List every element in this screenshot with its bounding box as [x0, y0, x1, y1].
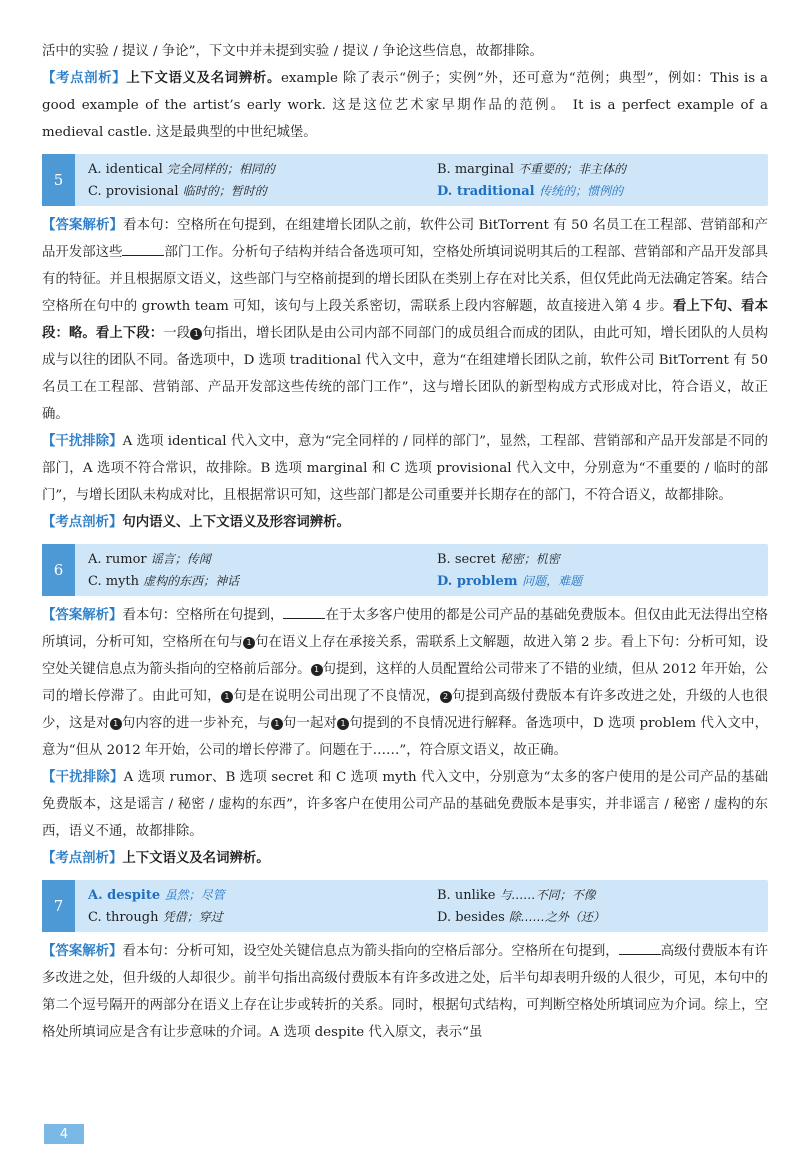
text: 句一起对 — [282, 716, 338, 731]
option-b: B. unlike 与……不同；不像 — [437, 888, 596, 903]
bold-text: 看上下句、看本段：略。看上下段： — [42, 298, 769, 341]
circled-number-icon: 1 — [311, 664, 323, 676]
text: 部门工作。分析句子结构并结合备选项可知，空格处所填词说明其后的工程部、营销部和产品开发部具有的特征。并且根据原文语义，这些部门与空格前提到的增长团队在类别上存在对比关系，但仅凭此尚无法确定答案。结合空格所在句中的 growth team 可知，该句与上段关系密切，需联系上段内容解题，故直接进入第 4 步。 — [42, 245, 769, 314]
option-d-correct: D. problem 问题，难题 — [437, 574, 583, 589]
circled-number-icon: 1 — [221, 691, 233, 703]
distractor-analysis — [42, 428, 768, 509]
option-b: B. marginal 不重要的；非主体的 — [437, 162, 627, 177]
text: 句在语义上存在承接关系，需联系上文解题，故进入第 2 步。 — [255, 635, 621, 650]
text: 句内容的进一步补充，与 — [121, 716, 271, 731]
circled-number-icon: 2 — [440, 691, 452, 703]
option-a: A. rumor 谣言；传闻 — [88, 552, 211, 567]
text: 在于太多客户使用的都是公司产品的基础免费版本。但仅由此无法得出空格所填词，分析可知，空格所在句与 — [42, 608, 769, 650]
text: 句是在说明公司出现了不良情况， — [232, 689, 440, 704]
text: 看上下句：分析可知，设空处关键信息点为箭头指向的空格前后部分。 — [42, 635, 769, 677]
analysis-keypoint — [42, 509, 768, 536]
text: 看本句：空格所在句提到， — [122, 608, 284, 623]
option-c: C. myth 虚构的东西；神话 — [88, 574, 240, 589]
tag-label: 【考点剖析】 — [42, 514, 123, 530]
option-b: B. secret 秘密；机密 — [437, 552, 560, 567]
blank-line — [122, 245, 164, 256]
page-number: 4 — [44, 1124, 84, 1144]
option-d-correct: D. traditional 传统的；惯例的 — [437, 184, 624, 199]
text: 句提到的不良情况进行解释。备选项中，D 选项 problem 代入文中，意为“但从 2012 年开始，公司的增长停滞了。问题在于……”，符合原文语义，故正确。 — [42, 716, 769, 758]
tag-label: 【干扰排除】 — [42, 769, 124, 785]
option-c: C. provisional 临时的；暂时的 — [88, 184, 267, 199]
tag-label: 【答案解析】 — [42, 217, 124, 233]
blank-line — [619, 944, 661, 955]
question-number: 6 — [42, 544, 75, 596]
circled-number-icon: 1 — [190, 328, 202, 340]
page-content — [42, 38, 768, 1046]
text: A 选项 rumor、B 选项 secret 和 C 选项 myth 代入文中，分别意为“太多的客户使用的是公司产品的基础免费版本，这是谣言 / 秘密 / 虚构的东西”，许多客户在使用公司产品的基础免费版本是事实，并非谣言 / 秘密 / 虚构的东西，语义不通，故都排除。 — [42, 770, 768, 839]
tag-label: 【干扰排除】 — [42, 433, 123, 449]
circled-number-icon: 1 — [110, 718, 122, 730]
text: 一段 — [163, 326, 191, 341]
question-number: 7 — [42, 880, 75, 932]
circled-number-icon: 1 — [271, 718, 283, 730]
keypoint-text: example 除了表示“例子；实例”外，还可意为“范例；典型”，例如：This is a good example of the artist’s early work. 这是这位艺术家早期作品的范例。 It is a perfect example of a medieval castle. 这是最典型的中世纪城堡。 — [42, 71, 769, 140]
analysis-keypoint — [42, 845, 768, 872]
options-box-q7 — [42, 880, 768, 932]
keypoint-heading: 句内语义、上下文语义及形容词辨析。 — [122, 514, 350, 530]
answer-analysis — [42, 212, 768, 428]
option-c: C. through 凭借；穿过 — [88, 910, 223, 925]
text: 句提到高级付费版本有许多改进之处，升级的人也很少，这是对 — [42, 689, 769, 731]
circled-number-icon: 1 — [337, 718, 349, 730]
text: 句提到，这样的人员配置给公司带来了不错的业绩，但从 2012 年开始，公司的增长停滞了。由此可知， — [42, 662, 769, 704]
text: 句指出，增长团队是由公司内部不同部门的成员组合而成的团队，由此可知，增长团队的人员构成与以往的团队不同。备选项中，D 选项 traditional 代入文中，意为“在组建增长团队之前，软件公司 BitTorrent 有 50 名员工在工程部、营销部、产品开发部这些传统的部门工作”，这与增长团队的新型构成方式形成对比，符合语义，故正确。 — [42, 326, 769, 422]
keypoint-heading: 上下文语义及名词辨析。 — [122, 850, 270, 866]
text: 高级付费版本有许多改进之处，但升级的人却很少。前半句指出高级付费版本有许多改进之处，后半句却表明升级的人很少，可见，本句中的第二个逗号隔开的两部分在语义上存在让步或转折的关系。同时，根据句式结构，可判断空格处所填词应为介词。综上，空格处所填词应是含有让步意味的介词。A 选项 despite 代入原文，表示“虽 — [42, 944, 769, 1040]
tag-label: 【考点剖析】 — [42, 850, 123, 866]
keypoint-heading: 上下文语义及名词辨析。 — [126, 70, 281, 86]
circled-number-icon: 1 — [243, 637, 255, 649]
blank-line — [283, 608, 325, 619]
option-a: A. identical 完全同样的；相同的 — [88, 162, 275, 177]
text: 看本句：空格所在句提到，在组建增长团队之前，软件公司 BitTorrent 有 50 名员工在工程部、营销部和产品开发部这些 — [42, 218, 768, 260]
analysis-keypoint — [42, 65, 768, 146]
option-d: D. besides 除……之外（还） — [437, 910, 605, 925]
options-box-q6 — [42, 544, 768, 596]
distractor-analysis — [42, 764, 768, 845]
text: A 选项 identical 代入文中，意为“完全同样的 / 同样的部门”，显然，工程部、营销部和产品开发部是不同的部门，A 选项不符合常识，故排除。B 选项 marginal 和 C 选项 provisional 代入文中，分别意为“不重要的 / 临时的部门”，与增长团队未构成对比，且根据常识可知，这些部门都是公司重要并长期存在的部门，不符合语义，故都排除。 — [42, 434, 768, 503]
text: 看本句：分析可知，设空处关键信息点为箭头指向的空格后部分。空格所在句提到， — [122, 944, 619, 959]
tag-label: 【答案解析】 — [42, 943, 123, 959]
answer-analysis — [42, 938, 768, 1046]
options-box-q5 — [42, 154, 768, 206]
question-number: 5 — [42, 154, 75, 206]
answer-analysis — [42, 602, 768, 764]
paragraph — [42, 38, 768, 65]
text: 活中的实验 / 提议 / 争论”，下文中并未提到实验 / 提议 / 争论这些信息，故都排除。 — [42, 44, 543, 59]
option-a-correct: A. despite 虽然；尽管 — [88, 888, 225, 903]
tag-label: 【考点剖析】 — [42, 70, 127, 86]
tag-label: 【答案解析】 — [42, 607, 123, 623]
